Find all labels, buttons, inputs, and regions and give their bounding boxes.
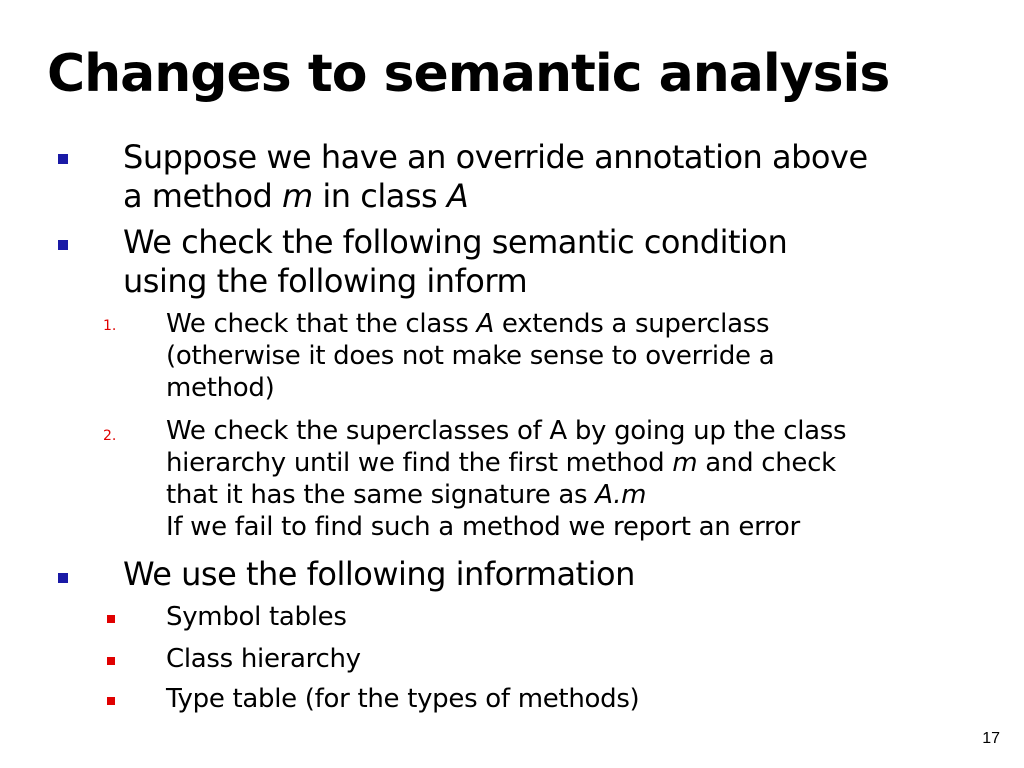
bullet-text-line: We use the following information: [123, 555, 635, 593]
bullet-text-line: [123, 177, 1003, 216]
bullet-square-icon: [58, 573, 68, 583]
italic-class-name: A: [446, 177, 469, 215]
text-span: in class: [312, 177, 447, 215]
bullet-text-line: We check the following semantic condition: [123, 223, 788, 261]
sub-item-text: Symbol tables: [166, 602, 347, 632]
italic-class-name: A: [476, 309, 494, 339]
bullet-square-icon: [58, 240, 68, 250]
bullet-text-line: using the following inform: [123, 262, 528, 300]
sub-item-symbol-tables: [166, 601, 1006, 633]
list-number: 2.: [103, 428, 117, 444]
sub-bullet-square-icon: [107, 615, 115, 623]
numbered-item-hierarchy-check: [166, 415, 1006, 543]
page-number: 17: [982, 730, 1000, 747]
bullet-item-information: [123, 555, 1003, 594]
item-text-line: method): [166, 373, 275, 403]
bullet-item-override-annotation: [123, 138, 1003, 216]
slide-title: Changes to semantic analysis: [47, 44, 890, 104]
text-span: We check that the class: [166, 309, 477, 339]
sub-item-text: Type table (for the types of methods): [166, 684, 640, 714]
text-span: and check: [697, 448, 836, 478]
bullet-text-line: Suppose we have an override annotation above: [123, 138, 868, 176]
list-number: 1.: [103, 318, 117, 334]
text-span: a method: [123, 177, 283, 215]
text-span: extends a superclass: [493, 309, 770, 339]
sub-item-type-table: [166, 683, 1006, 715]
italic-method-name: m: [282, 177, 313, 215]
text-span: hierarchy until we find the first method: [166, 448, 673, 478]
sub-bullet-square-icon: [107, 657, 115, 665]
item-text-line: [166, 479, 1006, 511]
text-span: that it has the same signature as: [166, 480, 596, 510]
item-text-line: [166, 447, 1006, 479]
bullet-square-icon: [58, 154, 68, 164]
item-text-line: [166, 308, 1006, 340]
item-text-line: If we fail to find such a method we report an error: [166, 512, 800, 542]
item-text-line: We check the superclasses of A by going up the class: [166, 416, 847, 446]
sub-bullet-square-icon: [107, 697, 115, 705]
item-text-line: (otherwise it does not make sense to override a: [166, 341, 775, 371]
sub-item-text: Class hierarchy: [166, 644, 361, 674]
bullet-item-semantic-condition: [123, 223, 1003, 301]
numbered-item-superclass-check: [166, 308, 1006, 404]
sub-item-class-hierarchy: [166, 643, 1006, 675]
italic-method-ref: A.m: [595, 480, 647, 510]
italic-method-name: m: [672, 448, 698, 478]
